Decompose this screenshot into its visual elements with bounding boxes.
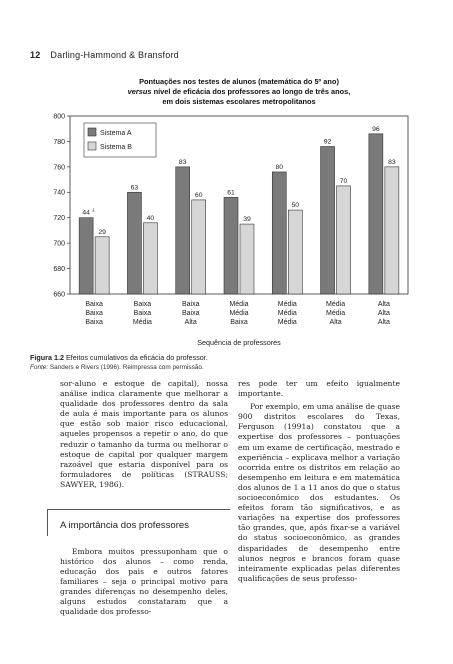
y-tick-label: 760 xyxy=(53,164,65,172)
page-number: 12 xyxy=(30,50,41,60)
legend-label: Sistema A xyxy=(100,130,132,137)
legend-swatch xyxy=(88,142,96,150)
category-label: Média xyxy=(132,319,152,326)
y-tick-label: 780 xyxy=(53,138,65,146)
category-label: Alta xyxy=(377,319,390,326)
y-tick-label: 800 xyxy=(53,113,65,121)
chart-title-line: em dois sistemas escolares metropolitanos xyxy=(162,97,316,106)
data-label: 29 xyxy=(98,228,106,236)
category-label: Baixa xyxy=(181,301,200,308)
paragraph: Embora muitos pressuponham que o histórico dos alunos – como renda, educação dos pais e outros fatores familiares – seja o principal motivo para grandes diferenças no desempenho deles, alguns estudos constataram que a qualidade dos professo- xyxy=(60,546,228,617)
section-heading: A importância dos professores xyxy=(60,520,190,531)
bar-sistema-a xyxy=(272,172,286,294)
paragraph: sor-aluno e estoque de capital), nossa análise indica claramente que melhorar a qualidade dos professores dentro da sala de aula é mais importante para os alunos que estão sob maior risco educacional, aqueles propensos a repetir o ano, do que reduzir o tamanho da turma ou melhorar o estoque de capital por qualquer margem razoável que estaria disponível para os formuladores de políticas (STRAUSS; SAWYER, 1986). xyxy=(60,379,228,489)
figure-source-label: Fonte: xyxy=(30,364,49,371)
footnote-marker: 1 xyxy=(92,208,95,214)
data-label: 60 xyxy=(194,191,203,199)
category-label: Média xyxy=(326,301,346,308)
data-label: 80 xyxy=(275,163,284,171)
category-label: Baixa xyxy=(85,301,103,308)
category-label: Baixa xyxy=(230,319,248,326)
y-tick-label: 680 xyxy=(53,265,65,273)
bar-sistema-b xyxy=(192,200,206,294)
bar-sistema-a xyxy=(321,147,335,294)
paragraph: res pode ter um efeito igualmente importante. xyxy=(238,379,400,399)
data-label: 40 xyxy=(146,214,155,222)
category-label: Média xyxy=(277,301,297,308)
bar-sistema-b xyxy=(337,186,351,294)
bar-sistema-a xyxy=(176,167,190,294)
bar-sistema-a xyxy=(369,134,383,294)
data-label: 83 xyxy=(388,158,396,166)
data-label: 92 xyxy=(323,138,332,146)
chart-title-line: versus nível de eficácia dos professores ao longo de três anos, xyxy=(127,87,351,96)
figure-source-text: Sanders e Rivers (1996). Reimpressa com permissão. xyxy=(49,364,204,371)
category-label: Média xyxy=(229,301,249,308)
figure-caption xyxy=(30,353,430,363)
chart-title-line: Pontuações nos testes de alunos (matemática do 5º ano) xyxy=(139,77,339,86)
y-tick-label: 740 xyxy=(53,189,65,197)
bar-sistema-a xyxy=(79,218,93,294)
category-label: Baixa xyxy=(133,301,152,308)
header-authors: Darling-Hammond & Bransford xyxy=(50,50,179,60)
bar-sistema-a xyxy=(224,197,238,294)
y-tick-label: 700 xyxy=(53,240,65,248)
bar-sistema-b xyxy=(385,167,399,294)
left-column-para-2 xyxy=(60,539,228,625)
category-label: Média xyxy=(277,319,297,326)
category-label: Alta xyxy=(377,301,390,308)
legend-label: Sistema B xyxy=(100,144,132,151)
data-label: 61 xyxy=(227,189,235,197)
y-tick-label: 720 xyxy=(53,215,65,223)
figure-label: Figura 1.2 xyxy=(30,353,64,362)
category-label: Baixa xyxy=(85,319,103,326)
x-axis-label: Sequência de professores xyxy=(197,338,281,347)
category-label: Alta xyxy=(184,319,197,326)
category-label: Baixa xyxy=(85,310,103,317)
figure-source xyxy=(30,364,204,371)
category-label: Baixa xyxy=(181,310,200,317)
category-label: Média xyxy=(229,310,249,317)
data-label: 63 xyxy=(130,184,139,192)
data-label: 39 xyxy=(243,216,251,224)
y-tick-label: 660 xyxy=(53,291,65,299)
category-label: Baixa xyxy=(133,310,152,317)
bar-sistema-b xyxy=(288,210,302,294)
left-column-para-1 xyxy=(60,379,228,490)
category-label: Média xyxy=(277,310,297,317)
category-label: Alta xyxy=(329,319,342,326)
data-label: 44 xyxy=(82,209,90,217)
data-label: 50 xyxy=(291,202,300,210)
figure-caption-text: Efeitos cumulativos da eficácia do professor. xyxy=(65,353,208,362)
category-label: Média xyxy=(326,310,346,317)
data-label: 96 xyxy=(372,125,380,133)
bar-sistema-a xyxy=(127,192,141,294)
data-label: 83 xyxy=(178,158,187,166)
bar-sistema-b xyxy=(143,223,157,294)
category-label: Alta xyxy=(377,310,390,317)
bar-sistema-b xyxy=(240,224,254,294)
legend-swatch xyxy=(88,128,96,136)
bar-sistema-b xyxy=(95,237,109,294)
data-label: 70 xyxy=(339,177,348,185)
paragraph: Por exemplo, em uma análise de quase 900 distritos escolares do Texas, Ferguson (1991a) constatou que a expertise dos professores – pontuações em um exame de certificação, mestrado e experiência – explicava melhor a variação ocorrida entre os distritos em relação ao desempenho em leitura e em matemática dos alunos de 1 a 11 anos do que o status socioeconômico dos estudantes. Os efeitos foram tão significativos, e as variações na expertise dos professores tão grandes, que, após fixar-se a variável do status socioeconômico, as grandes disparidades de desempenho entre alunos negros e brancos foram quase inteiramente explicadas pelas diferentes qualificações de seus professo- xyxy=(238,402,400,583)
right-column xyxy=(238,379,400,584)
